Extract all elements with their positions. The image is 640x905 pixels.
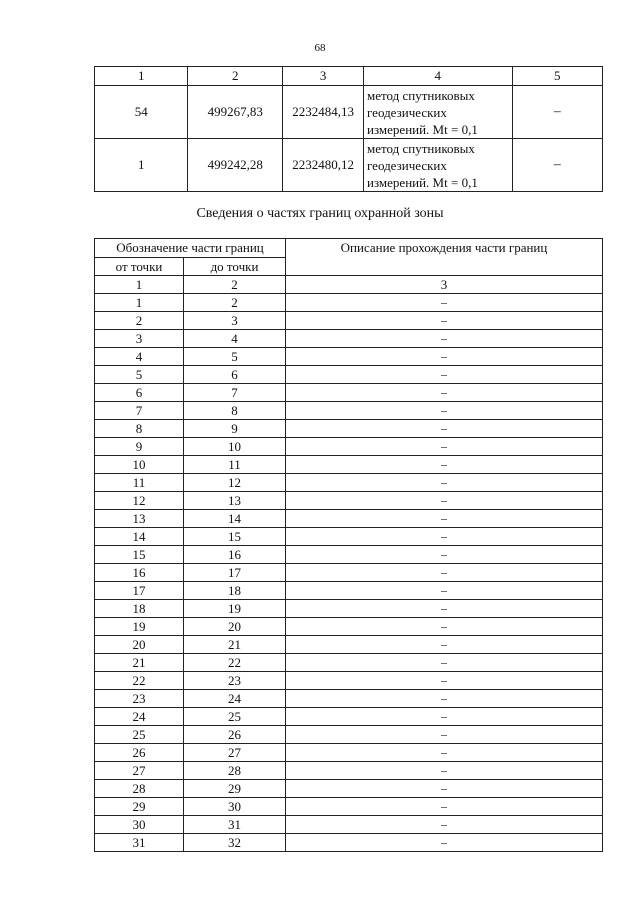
boundary-description: – [286,492,603,510]
coord-x: 499267,83 [188,86,283,139]
table-row [95,312,603,330]
table-row [95,420,603,438]
to-point: 7 [184,384,286,402]
from-point: 2 [95,312,184,330]
method-description: метод спутниковых геодезических измерений. Mt = 0,1 [364,139,513,192]
to-point: 17 [184,564,286,582]
boundary-description: – [286,348,603,366]
to-point: 21 [184,636,286,654]
header-boundary-designation: Обозначение части границ [95,239,286,258]
from-point: 16 [95,564,184,582]
from-point: 28 [95,780,184,798]
from-point: 8 [95,420,184,438]
from-point: 23 [95,690,184,708]
boundary-description: – [286,564,603,582]
boundary-description: – [286,330,603,348]
boundary-description: – [286,636,603,654]
table-row [95,546,603,564]
boundary-description: – [286,294,603,312]
table-row [95,474,603,492]
table-row [95,366,603,384]
boundary-description: – [286,654,603,672]
to-point: 15 [184,528,286,546]
from-point: 21 [95,654,184,672]
from-point: 5 [95,366,184,384]
table-row [95,618,603,636]
boundary-description: – [286,708,603,726]
to-point: 16 [184,546,286,564]
page-number: 68 [314,42,326,54]
header-from-point: от точки [95,258,184,276]
coordinates-table [94,66,603,192]
from-point: 26 [95,744,184,762]
table-row [95,816,603,834]
boundary-description: – [286,780,603,798]
boundary-description: – [286,726,603,744]
boundary-description: – [286,618,603,636]
boundary-description: – [286,600,603,618]
boundary-description: – [286,510,603,528]
to-point: 28 [184,762,286,780]
col-header-4: 4 [364,67,513,86]
boundary-parts-table [94,238,603,852]
col-header-5: 5 [512,67,602,86]
table-row [95,456,603,474]
table-row [95,762,603,780]
to-point: 4 [184,330,286,348]
table-row [95,348,603,366]
col-header-1: 1 [95,67,188,86]
table-row [95,510,603,528]
table-row [95,330,603,348]
from-point: 7 [95,402,184,420]
col-header-3: 3 [283,67,364,86]
table-row [95,438,603,456]
table-row [95,86,603,139]
table-row [95,600,603,618]
table-row [95,582,603,600]
accuracy-value: – [512,86,602,139]
to-point: 25 [184,708,286,726]
boundary-description: – [286,456,603,474]
to-point: 6 [184,366,286,384]
table-row [95,139,603,192]
from-point: 25 [95,726,184,744]
to-point: 18 [184,582,286,600]
to-point: 8 [184,402,286,420]
to-point: 3 [184,312,286,330]
method-description: метод спутниковых геодезических измерений. Mt = 0,1 [364,86,513,139]
coord-x: 499242,28 [188,139,283,192]
to-point: 19 [184,600,286,618]
from-point: 4 [95,348,184,366]
table-row [95,384,603,402]
table-row [95,744,603,762]
table-row [95,672,603,690]
column-number: 2 [184,276,286,294]
to-point: 23 [184,672,286,690]
coordinates-header-row [95,67,603,86]
table-row [95,798,603,816]
from-point: 13 [95,510,184,528]
header-boundary-description: Описание прохождения части границ [286,239,603,276]
boundary-description: – [286,798,603,816]
to-point: 2 [184,294,286,312]
from-point: 22 [95,672,184,690]
table-row [95,636,603,654]
table-row [95,528,603,546]
boundary-description: – [286,384,603,402]
boundary-description: – [286,744,603,762]
from-point: 9 [95,438,184,456]
to-point: 32 [184,834,286,852]
from-point: 27 [95,762,184,780]
table-row [95,834,603,852]
table-row [95,726,603,744]
from-point: 17 [95,582,184,600]
from-point: 24 [95,708,184,726]
boundary-description: – [286,438,603,456]
to-point: 10 [184,438,286,456]
table-row [95,708,603,726]
to-point: 22 [184,654,286,672]
boundary-description: – [286,546,603,564]
boundary-description: – [286,582,603,600]
to-point: 13 [184,492,286,510]
to-point: 9 [184,420,286,438]
to-point: 20 [184,618,286,636]
boundary-description: – [286,816,603,834]
to-point: 14 [184,510,286,528]
column-number: 3 [286,276,603,294]
to-point: 11 [184,456,286,474]
table-row [95,294,603,312]
boundary-description: – [286,402,603,420]
to-point: 27 [184,744,286,762]
from-point: 30 [95,816,184,834]
from-point: 11 [95,474,184,492]
from-point: 18 [95,600,184,618]
from-point: 20 [95,636,184,654]
table-row [95,780,603,798]
coord-y: 2232484,13 [283,86,364,139]
from-point: 31 [95,834,184,852]
table-row [95,690,603,708]
to-point: 31 [184,816,286,834]
col-header-2: 2 [188,67,283,86]
point-number: 54 [95,86,188,139]
boundary-description: – [286,672,603,690]
boundary-description: – [286,834,603,852]
table-row [95,654,603,672]
section-title: Сведения о частях границ охранной зоны [196,206,444,221]
from-point: 10 [95,456,184,474]
from-point: 12 [95,492,184,510]
from-point: 6 [95,384,184,402]
to-point: 29 [184,780,286,798]
from-point: 29 [95,798,184,816]
boundary-description: – [286,474,603,492]
boundary-description: – [286,528,603,546]
to-point: 5 [184,348,286,366]
to-point: 12 [184,474,286,492]
coord-y: 2232480,12 [283,139,364,192]
boundary-description: – [286,420,603,438]
boundary-description: – [286,312,603,330]
table-row [95,402,603,420]
boundary-description: – [286,366,603,384]
to-point: 26 [184,726,286,744]
accuracy-value: – [512,139,602,192]
from-point: 15 [95,546,184,564]
from-point: 1 [95,294,184,312]
table-row [95,492,603,510]
from-point: 19 [95,618,184,636]
column-number: 1 [95,276,184,294]
parts-header-row [95,239,603,258]
column-number-row [95,276,603,294]
to-point: 24 [184,690,286,708]
to-point: 30 [184,798,286,816]
from-point: 3 [95,330,184,348]
boundary-description: – [286,762,603,780]
table-row [95,564,603,582]
from-point: 14 [95,528,184,546]
boundary-description: – [286,690,603,708]
header-to-point: до точки [184,258,286,276]
point-number: 1 [95,139,188,192]
